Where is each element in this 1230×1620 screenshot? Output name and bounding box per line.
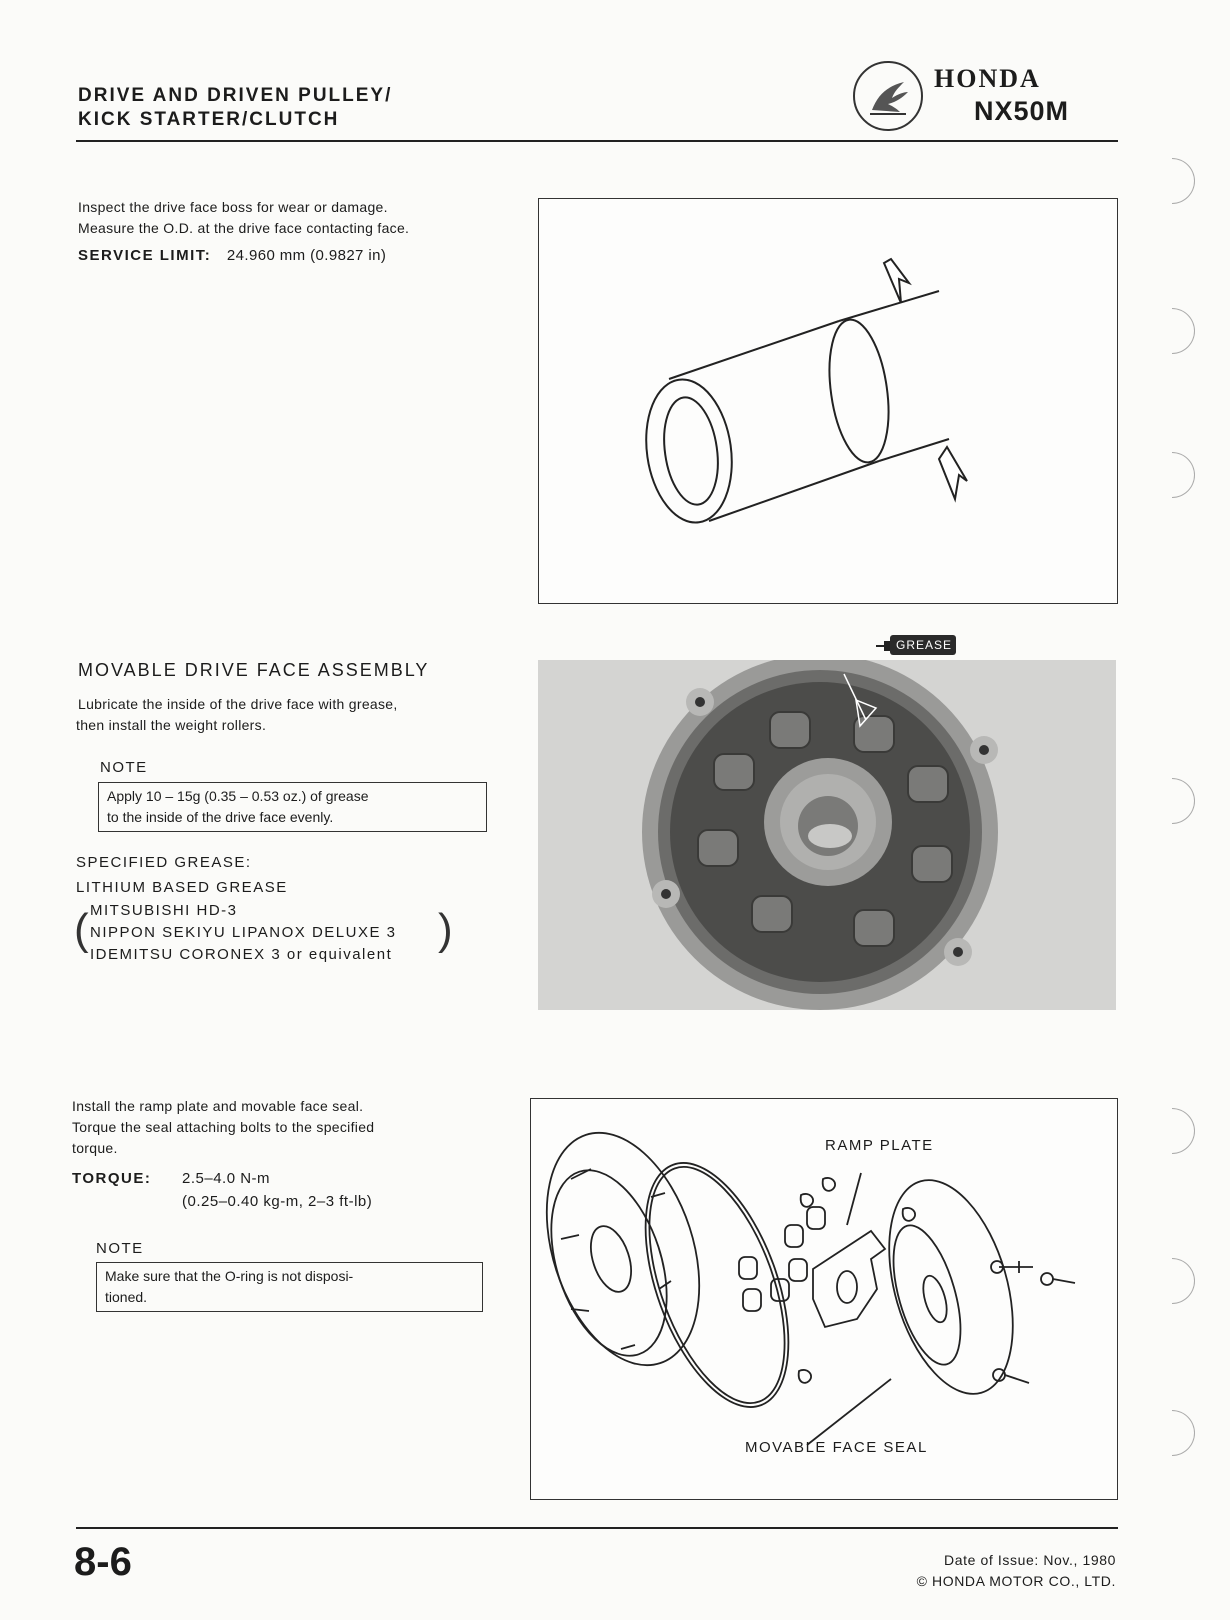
specified-grease-label: SPECIFIED GREASE: — [76, 854, 252, 871]
ramp-plate-callout: RAMP PLATE — [825, 1137, 934, 1154]
ramp-torque-text-2: torque. — [72, 1140, 118, 1156]
grease-brand-1: MITSUBISHI HD-3 — [90, 902, 238, 919]
grease-note-line1: Apply 10 – 15g (0.35 – 0.53 oz.) of grease — [107, 788, 369, 804]
header-title-line1: DRIVE AND DRIVEN PULLEY/ — [78, 85, 393, 106]
ramp-plate-figure — [530, 1098, 1118, 1500]
model-name: NX50M — [974, 96, 1070, 126]
oring-note-label: NOTE — [96, 1240, 144, 1257]
movable-assembly-heading: MOVABLE DRIVE FACE ASSEMBLY — [78, 660, 430, 680]
boss-inspect-text: Inspect the drive face boss for wear or damage. — [78, 199, 388, 215]
honda-wing-logo — [848, 56, 928, 136]
binder-mark — [1172, 1108, 1195, 1154]
torque-alt-value: (0.25–0.40 kg-m, 2–3 ft-lb) — [182, 1193, 373, 1210]
lubricate-text: Lubricate the inside of the drive face with grease, — [78, 696, 398, 712]
binder-mark — [1172, 308, 1195, 354]
grease-list-bracket-left: ( — [74, 905, 89, 954]
service-limit-label: SERVICE LIMIT: — [78, 247, 212, 264]
binder-mark — [1172, 1410, 1195, 1456]
binder-mark — [1172, 158, 1195, 204]
grease-note-line2: to the inside of the drive face evenly. — [107, 809, 334, 825]
footer-rule — [76, 1527, 1118, 1529]
install-rollers-text: then install the weight rollers. — [76, 717, 267, 733]
movable-face-seal-callout: MOVABLE FACE SEAL — [745, 1439, 928, 1456]
header-rule — [76, 140, 1118, 142]
oring-note-line1: Make sure that the O-ring is not disposi- — [105, 1268, 354, 1284]
service-limit-value: 24.960 mm (0.9827 in) — [226, 247, 387, 264]
drive-face-photo — [538, 660, 1116, 1010]
drive-face-boss-diagram — [539, 199, 1117, 603]
grease-tag — [876, 632, 960, 656]
brand-name: HONDA — [934, 64, 1041, 93]
torque-value: 2.5–4.0 N-m — [182, 1170, 271, 1187]
grease-note-label: NOTE — [100, 759, 148, 776]
footer-info — [760, 1550, 1116, 1592]
grease-brand-3: IDEMITSU CORONEX 3 or equivalent — [90, 946, 393, 963]
grease-type: LITHIUM BASED GREASE — [76, 879, 288, 896]
page-number: 8-6 — [74, 1540, 132, 1584]
grease-note-box — [98, 782, 487, 832]
binder-mark — [1172, 452, 1195, 498]
grease-list-bracket-right: ) — [438, 905, 453, 954]
binder-mark — [1172, 778, 1195, 824]
copyright: © HONDA MOTOR CO., LTD. — [916, 1573, 1116, 1589]
ramp-install-text: Install the ramp plate and movable face seal. — [72, 1098, 364, 1114]
date-of-issue: Date of Issue: Nov., 1980 — [944, 1552, 1116, 1568]
binder-mark — [1172, 1258, 1195, 1304]
drive-face-photo-illustration — [538, 660, 1116, 1010]
grease-tag-text: GREASE — [896, 638, 953, 652]
grease-brand-2: NIPPON SEKIYU LIPANOX DELUXE 3 — [90, 924, 397, 941]
oring-note-box — [96, 1262, 483, 1312]
header-title-line2: KICK STARTER/CLUTCH — [78, 109, 340, 130]
ramp-torque-text: Torque the seal attaching bolts to the specified — [72, 1119, 375, 1135]
boss-figure — [538, 198, 1118, 604]
boss-measure-text: Measure the O.D. at the drive face contacting face. — [78, 220, 410, 236]
torque-label: TORQUE: — [72, 1170, 152, 1187]
oring-note-line2: tioned. — [105, 1289, 148, 1305]
